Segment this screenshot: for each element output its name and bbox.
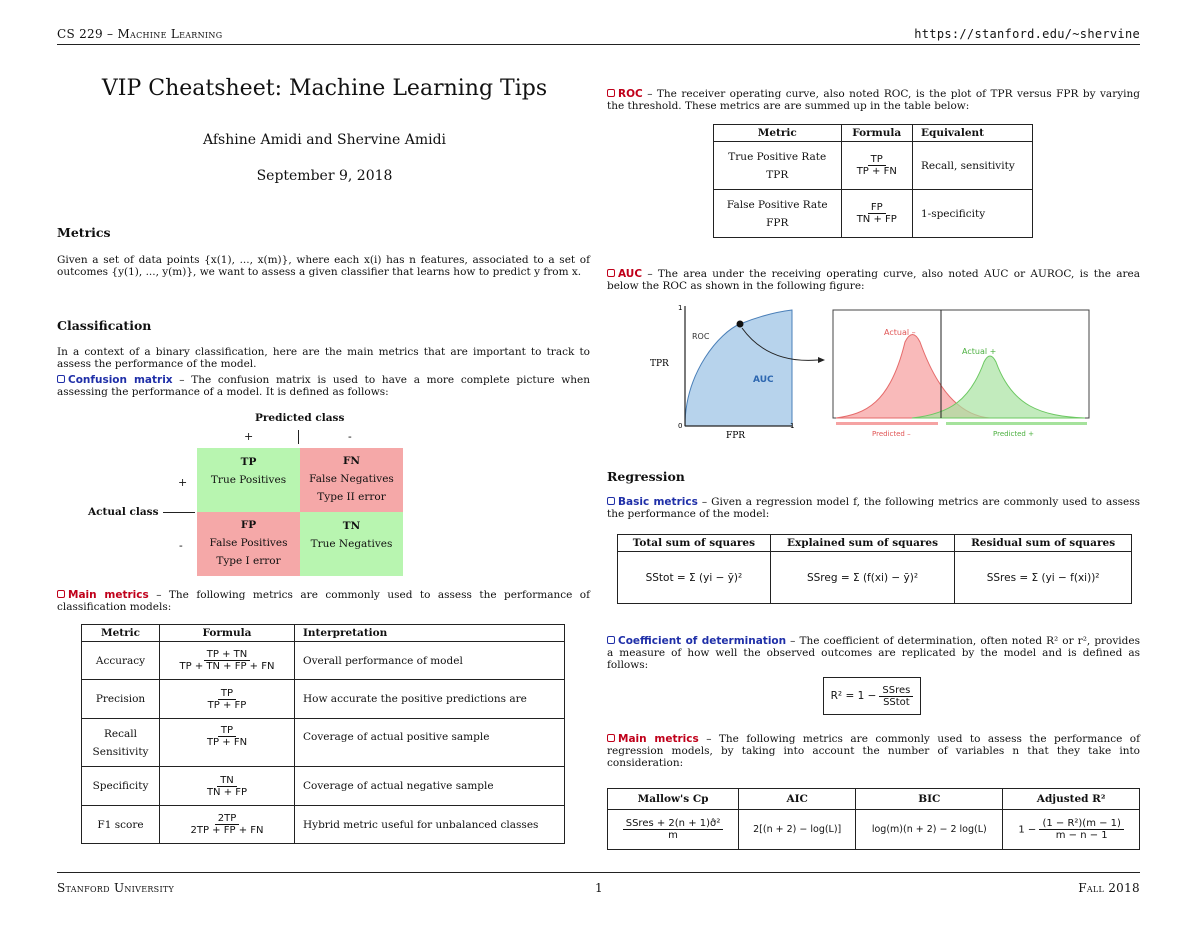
- metric-name: False Positive Rate FPR: [714, 190, 842, 238]
- regression-main-metrics-keyword: Main metrics: [607, 733, 699, 745]
- table-row: [82, 719, 565, 767]
- regression-main-metrics-paragraph: Main metrics – The following metrics are commonly used to assess the performance of regression models, by taking into account the number of variables n that they take into consideration:: [607, 733, 1140, 769]
- roc-table: [713, 124, 1033, 238]
- table-row: [714, 190, 1033, 238]
- metric-name: Accuracy: [82, 642, 160, 680]
- x-max-label: 1: [790, 422, 795, 430]
- header-url[interactable]: https://stanford.edu/~shervine: [914, 27, 1140, 41]
- fp-error: Type I error: [216, 555, 281, 567]
- classification-metrics-table: [81, 624, 565, 844]
- col-residual-ss: Residual sum of squares: [955, 535, 1132, 552]
- page-header: [57, 27, 1140, 45]
- auc-paragraph: AUC – The area under the receiving operating curve, also noted AUC or AUROC, is the area below the ROC as shown in the following figure:: [607, 268, 1140, 292]
- col-metric: Metric: [82, 625, 160, 642]
- predicted-positive-bar: [946, 422, 1087, 425]
- authors: Afshine Amidi and Shervine Amidi: [202, 132, 447, 148]
- metrics-text: Given a set of data points {x(1), ..., x(m)}, where each x(i) has n features, associated to a set of outcomes {y(1), ..., y(m)}, we want to assess a given classifier that learns how to predict y from x.: [57, 254, 590, 278]
- actual-plus-label: +: [178, 476, 188, 489]
- metric-name: Recall Sensitivity: [82, 719, 160, 767]
- fpr-axis-label: FPR: [726, 431, 746, 441]
- fp-cell: [197, 512, 300, 576]
- checkbox-icon: [607, 269, 615, 277]
- interpretation: Hybrid metric useful for unbalanced classes: [295, 806, 565, 844]
- predicted-positive-label: Predicted +: [993, 430, 1034, 438]
- metric-name: True Positive Rate TPR: [714, 142, 842, 190]
- tp-cell: [197, 448, 300, 512]
- col-aic: AIC: [739, 789, 856, 810]
- checkbox-icon: [607, 497, 615, 505]
- roc-curve-label: ROC: [692, 332, 710, 341]
- metric-name: Precision: [82, 680, 160, 719]
- tn-cell: [300, 512, 403, 576]
- main-metrics-keyword: Main metrics: [57, 589, 149, 601]
- formula: $\frac{FP}{TN + FP}$: [856, 202, 897, 225]
- term: Fall 2018: [1078, 881, 1140, 895]
- predicted-negative-bar: [836, 422, 938, 425]
- checkbox-icon: [607, 734, 615, 742]
- divider: [163, 512, 195, 513]
- course-title: CS 229 – Machine Learning: [57, 27, 223, 41]
- checkbox-icon: [607, 636, 615, 644]
- r-squared-formula: R² = 1 − $\frac{\text{SSres}}{\text{SStot}}$: [823, 677, 921, 715]
- y-max-label: 1: [678, 304, 683, 312]
- sum-of-squares-table: [617, 534, 1132, 604]
- fn-full: False Negatives: [309, 473, 394, 485]
- auc-label: AUC: [753, 375, 774, 385]
- col-bic: BIC: [856, 789, 1003, 810]
- col-formula: Formula: [160, 625, 295, 642]
- classification-heading: Classification: [57, 318, 152, 333]
- interpretation: Coverage of actual positive sample: [295, 719, 565, 767]
- tp-abbr: TP: [240, 456, 257, 468]
- equivalent: Recall, sensitivity: [912, 142, 1032, 190]
- coefficient-paragraph: Coefficient of determination – The coefficient of determination, often noted R² or r², provides a measure of how well the observed outcomes are replicated by the model and is defined as follows:: [607, 635, 1140, 671]
- actual-negative-label: Actual –: [884, 328, 916, 337]
- table-row: [608, 810, 1140, 850]
- origin-label: 0: [678, 422, 683, 430]
- table-row: [82, 767, 565, 806]
- actual-minus-label: -: [179, 539, 183, 552]
- auc-figure: [650, 302, 1120, 442]
- formula: $\frac{2TP}{2TP + FP + FN}$: [190, 813, 264, 836]
- auc-keyword: AUC: [607, 268, 642, 280]
- metrics-heading: Metrics: [57, 225, 111, 240]
- main-metrics-paragraph: Main metrics – The following metrics are commonly used to assess the performance of classification models:: [57, 589, 590, 613]
- tn-full: True Negatives: [310, 538, 393, 550]
- actual-positive-label: Actual +: [962, 347, 997, 356]
- table-row: [82, 806, 565, 844]
- formula: $\frac{TP}{TP + FP}$: [207, 687, 247, 711]
- checkbox-icon: [57, 590, 65, 598]
- metric-name: Specificity: [82, 767, 160, 806]
- divider: [298, 430, 299, 444]
- predicted-negative-label: Predicted –: [872, 430, 911, 438]
- regression-metrics-table: [607, 788, 1140, 850]
- tp-full: True Positives: [210, 474, 287, 486]
- pred-plus-label: +: [244, 430, 254, 443]
- aic-formula: 2[(n + 2) − log(L)]: [739, 810, 856, 850]
- formula: SStot = Σ (yi − ȳ)²: [618, 552, 771, 604]
- fn-abbr: FN: [342, 455, 361, 467]
- fp-full: False Positives: [209, 537, 288, 549]
- checkbox-icon: [607, 89, 615, 97]
- regression-heading: Regression: [607, 469, 685, 484]
- auc-area: [685, 310, 792, 426]
- formula: SSreg = Σ (f(xi) − ȳ)²: [770, 552, 954, 604]
- tpr-axis-label: TPR: [650, 359, 669, 369]
- confusion-keyword: Confusion matrix: [57, 374, 173, 386]
- col-formula: Formula: [841, 125, 912, 142]
- col-equivalent: Equivalent: [912, 125, 1032, 142]
- coefficient-keyword: Coefficient of determination: [607, 635, 786, 647]
- page-footer: [57, 872, 1140, 898]
- col-metric: Metric: [714, 125, 842, 142]
- page-number: 1: [595, 881, 603, 895]
- formula: $\frac{TN}{TN + FP}$: [206, 774, 248, 798]
- confusion-paragraph: Confusion matrix – The confusion matrix is used to have a more complete picture when assessing the performance of a model. It is defined as follows:: [57, 374, 590, 398]
- interpretation: Overall performance of model: [295, 642, 565, 680]
- tn-abbr: TN: [342, 520, 361, 532]
- formula: SSres = Σ (yi − f(xi))²: [955, 552, 1132, 604]
- col-interpretation: Interpretation: [295, 625, 565, 642]
- metric-name: F1 score: [82, 806, 160, 844]
- roc-keyword: ROC: [607, 88, 643, 100]
- cp-formula: $\frac{\text{SSres + 2(n + 1)σ̂²}}{m}$: [623, 818, 724, 841]
- basic-metrics-keyword: Basic metrics: [607, 496, 698, 508]
- col-adjusted-r2: Adjusted R²: [1003, 789, 1140, 810]
- actual-class-label: Actual class: [88, 506, 159, 518]
- table-row: [714, 142, 1033, 190]
- date: September 9, 2018: [256, 168, 393, 184]
- interpretation: Coverage of actual negative sample: [295, 767, 565, 806]
- roc-paragraph: ROC – The receiver operating curve, also noted ROC, is the plot of TPR versus FPR by varying the threshold. These metrics are are summed up in the table below:: [607, 88, 1140, 112]
- table-row: [82, 680, 565, 719]
- fp-abbr: FP: [240, 519, 257, 531]
- checkbox-icon: [57, 375, 65, 383]
- threshold-point: [737, 321, 744, 328]
- col-explained-ss: Explained sum of squares: [770, 535, 954, 552]
- bic-formula: log(m)(n + 2) − 2 log(L): [856, 810, 1003, 850]
- formula: $\frac{TP}{TP + FN}$: [856, 154, 897, 177]
- col-total-ss: Total sum of squares: [618, 535, 771, 552]
- pred-minus-label: -: [348, 430, 352, 443]
- table-row: [618, 552, 1132, 604]
- col-mallows-cp: Mallow's Cp: [608, 789, 739, 810]
- arrow-head: [818, 357, 825, 363]
- university: Stanford University: [57, 881, 175, 895]
- formula: $\frac{TP}{TP + FN}$: [206, 725, 248, 748]
- table-row: [82, 642, 565, 680]
- interpretation: How accurate the positive predictions are: [295, 680, 565, 719]
- fn-error: Type II error: [317, 491, 386, 503]
- predicted-class-label: Predicted class: [255, 412, 345, 424]
- fn-cell: [300, 448, 403, 512]
- classification-text: In a context of a binary classification, here are the main metrics that are important to track to assess the performance of the model.: [57, 346, 590, 370]
- equivalent: 1-specificity: [912, 190, 1032, 238]
- adjusted-r2-formula: 1 − $\frac{\text{(1 − R²)(m − 1)}}{m - n - 1}$: [1003, 810, 1140, 850]
- formula: $\frac{TP + TN}{TP + TN + FP + FN}$: [179, 649, 275, 672]
- basic-metrics-paragraph: Basic metrics – Given a regression model f, the following metrics are commonly used to assess the performance of the model:: [607, 496, 1140, 520]
- document-title: VIP Cheatsheet: Machine Learning Tips: [101, 76, 548, 101]
